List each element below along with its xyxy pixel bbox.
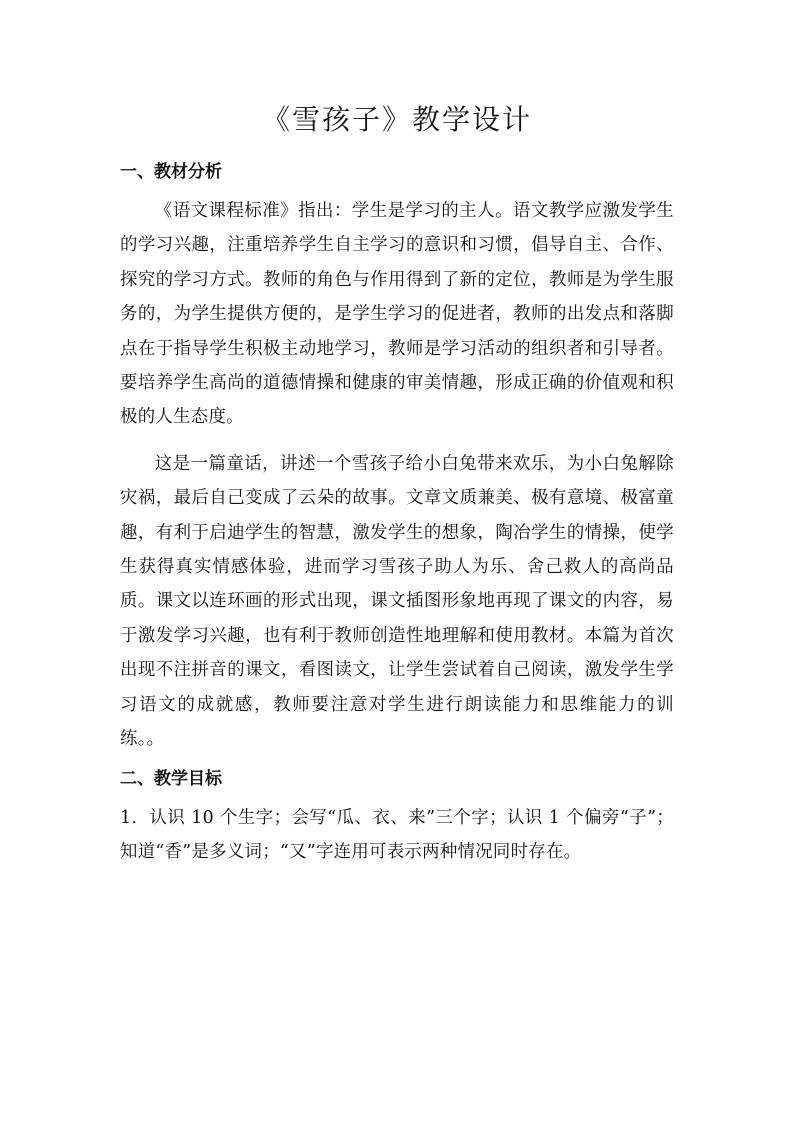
document-title: 《雪孩子》教学设计 — [261, 103, 532, 136]
section-heading: 一、教材分析 — [120, 162, 222, 182]
section-textbook-analysis — [120, 154, 674, 757]
section-teaching-goals — [120, 761, 674, 870]
section-heading: 二、教学目标 — [120, 768, 222, 789]
goal-item: 1．认识 10 个生字；会写“瓜、衣、来”三个字；认识 1 个偏旁“子”；知道“香”是多义词；“又”字连用可表示两种情况同时存在。 — [120, 807, 674, 862]
paragraph: 这是一篇童话，讲述一个雪孩子给小白兔带来欢乐，为小白兔解除灾祸，最后自己变成了云朵的故事。文章文质兼美、极有意境、极富童趣，有利于启迪学生的智慧，激发学生的想象，陶冶学生的情操，使学生获得真实情感体验，进而学习雪孩子助人为乐、舍己救人的高尚品质。课文以连环画的形式出现，课文插图形象地再现了课文的内容，易于激发学习兴趣，也有利于教师创造性地理解和使用教材。本篇为首次出现不注拼音的课文，看图读文，让学生尝试着自己阅读，激发学生学习语文的成就感，教师要注意对学生进行朗读能力和思维能力的训练。。 — [120, 453, 674, 750]
paragraph: 《语文课程标准》指出：学生是学习的主人。语文教学应激发学生的学习兴趣，注重培养学生自主学习的意识和习惯，倡导自主、合作、探究的学习方式。教师的角色与作用得到了新的定位，教师是为学生服务的，为学生提供方便的，是学生学习的促进者，教师的出发点和落脚点在于指导学生积极主动地学习，教师是学习活动的组织者和引导者。要培养学生高尚的道德情操和健康的审美情趣，形成正确的价值观和积极的人生态度。 — [120, 201, 674, 428]
